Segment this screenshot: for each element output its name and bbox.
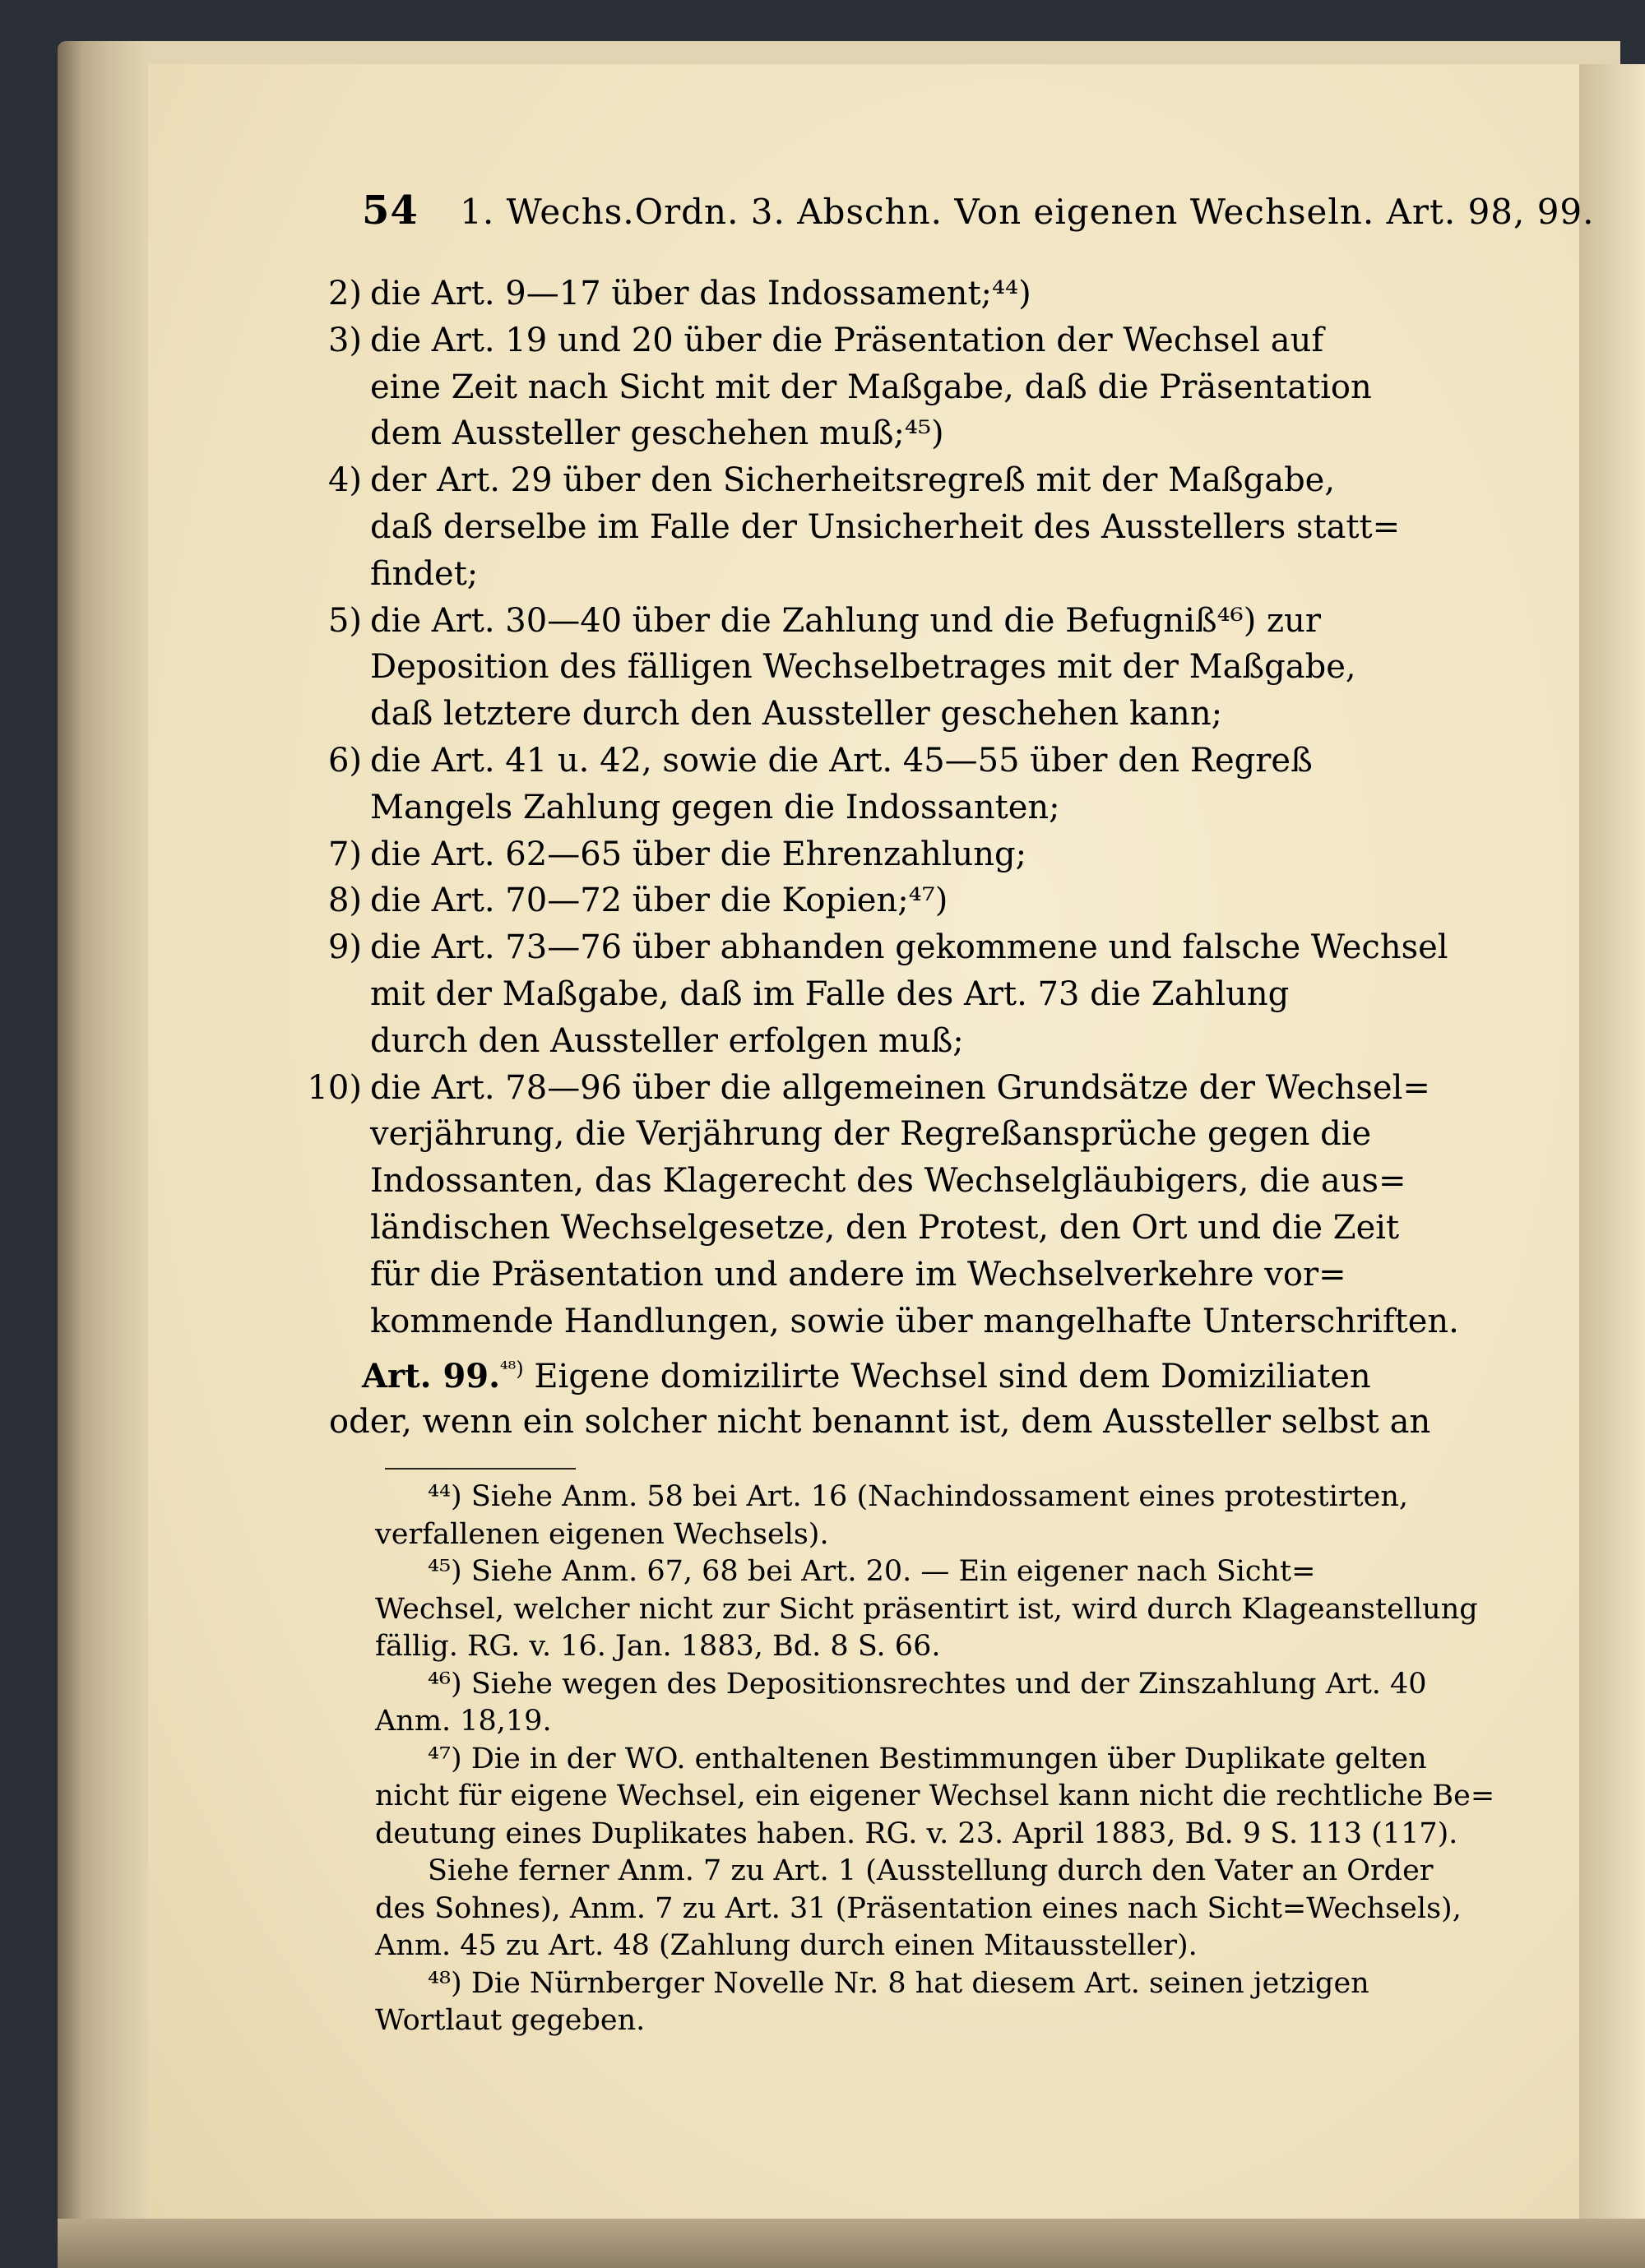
line-text: mit der Maßgabe, daß im Falle des Art. 73 die Zahlung (370, 975, 1290, 1013)
body-line (362, 508, 1431, 546)
body-line (327, 882, 1431, 920)
body-line (307, 1068, 1431, 1107)
line-text: dem Aussteller geschehen muß;⁴⁵) (370, 414, 944, 453)
list-number: 5) (327, 601, 362, 640)
line-text: findet; (370, 554, 479, 593)
body-line (327, 321, 1431, 359)
line-text: durch den Aussteller erfolgen muß; (370, 1021, 964, 1060)
body-line (362, 1256, 1431, 1294)
line-text: Deposition des fälligen Wechselbetrages mit der Maßgabe, (370, 648, 1356, 687)
body-line (327, 461, 1431, 500)
footnote-rule (385, 1468, 576, 1470)
line-text: Indossanten, das Klagerecht des Wechselgläubigers, die aus= (370, 1162, 1406, 1201)
body-line (327, 928, 1448, 967)
body-line (362, 789, 1431, 826)
footnote-line: ⁴⁷) Die in der WO. enthaltenen Bestimmungen über Duplikate gelten (428, 1742, 1427, 1775)
body-line (362, 1162, 1431, 1200)
line-text: Mangels Zahlung gegen die Indossanten; (370, 788, 1060, 826)
footnote-line: Anm. 18,19. (375, 1705, 552, 1738)
list-number: 10) (307, 1068, 362, 1107)
line-text: die Art. 41 u. 42, sowie die Art. 45—55 über den Regreß (370, 742, 1313, 780)
running-header (362, 187, 1595, 234)
book-bottom-edge (58, 2219, 1645, 2268)
body-line (362, 555, 1431, 593)
body-line (327, 601, 1431, 640)
footnote-line: ⁴⁶) Siehe wegen des Depositionsrechtes und der Zinszahlung Art. 40 (428, 1667, 1427, 1701)
body-line (327, 835, 1431, 873)
line-text: die Art. 78—96 über die allgemeinen Grundsätze der Wechsel= (370, 1068, 1430, 1107)
line-text: daß derselbe im Falle der Unsicherheit des Ausstellers statt= (370, 508, 1401, 546)
list-number: 7) (327, 835, 362, 873)
footnote-line: verfallenen eigenen Wechsels). (375, 1517, 829, 1551)
list-number: 8) (327, 882, 362, 920)
body-line (362, 1302, 1459, 1340)
list-number: 9) (327, 928, 362, 967)
line-text: die Art. 9—17 über das Indossament;⁴⁴) (370, 275, 1031, 312)
footnote-line: ⁴⁴) Siehe Anm. 58 bei Art. 16 (Nachindossament eines protestirten, (428, 1480, 1408, 1513)
footnote-line: ⁴⁸) Die Nürnberger Novelle Nr. 8 hat diesem Art. seinen jetzigen (428, 1966, 1369, 2000)
line-text: ländischen Wechselgesetze, den Protest, den Ort und die Zeit (370, 1209, 1400, 1247)
line-text: der Art. 29 über den Sicherheitsregreß mit der Maßgabe, (370, 461, 1336, 500)
list-number: 3) (327, 321, 362, 359)
facing-page-edge (1579, 64, 1645, 2268)
body-line (362, 414, 1431, 452)
footnote-line: deutung eines Duplikates haben. RG. v. 23. April 1883, Bd. 9 S. 113 (117). (375, 1817, 1458, 1850)
body-line (362, 368, 1431, 406)
line-text: die Art. 19 und 20 über die Präsentation der Wechsel auf (370, 321, 1324, 359)
article-label: Art. 99. (362, 1357, 501, 1396)
footnote-line: ⁴⁵) Siehe Anm. 67, 68 bei Art. 20. — Ein eigener nach Sicht= (428, 1555, 1316, 1588)
article-99-line-2: oder, wenn ein solcher nicht benannt ist, dem Aussteller selbst an (329, 1403, 1431, 1441)
body-line (362, 1209, 1431, 1247)
body-line (362, 1115, 1431, 1153)
list-number: 4) (327, 461, 362, 500)
body-line (362, 695, 1431, 733)
body-line (362, 648, 1431, 686)
footnote-line: Siehe ferner Anm. 7 zu Art. 1 (Ausstellung durch den Vater an Order (428, 1854, 1434, 1887)
list-number: 6) (327, 742, 362, 780)
footnote-line: Wortlaut gegeben. (375, 2004, 646, 2037)
line-text: die Art. 73—76 über abhanden gekommene und falsche Wechsel (370, 928, 1448, 967)
line-text: für die Präsentation und andere im Wechselverkehre vor= (370, 1255, 1346, 1294)
line-text: kommende Handlungen, sowie über mangelhafte Unterschriften. (370, 1302, 1459, 1340)
list-number: 2) (327, 275, 362, 312)
line-text: eine Zeit nach Sicht mit der Maßgabe, daß die Präsentation (370, 368, 1372, 406)
line-text: daß letztere durch den Aussteller geschehen kann; (370, 695, 1223, 734)
article-text: Eigene domizilirte Wechsel sind dem Domiziliaten (523, 1358, 1371, 1396)
footnote-line: nicht für eigene Wechsel, ein eigener Wechsel kann nicht die rechtliche Be= (375, 1780, 1495, 1812)
running-title: 1. Wechs.Ordn. 3. Abschn. Von eigenen Wechseln. Art. 98, 99. (460, 192, 1595, 232)
line-text: verjährung, die Verjährung der Regreßansprüche gegen die (370, 1115, 1372, 1154)
body-line (362, 1022, 1431, 1060)
line-text: die Art. 30—40 über die Zahlung und die Befugniß⁴⁶) zur (370, 601, 1321, 640)
body-line (362, 975, 1431, 1013)
footnote-line: Anm. 45 zu Art. 48 (Zahlung durch einen Mitaussteller). (375, 1929, 1198, 1962)
article-99-line (362, 1357, 1431, 1396)
footnote-line: Wechsel, welcher nicht zur Sicht präsentirt ist, wird durch Klageanstellung (375, 1592, 1478, 1626)
line-text: die Art. 70—72 über die Kopien;⁴⁷) (370, 882, 948, 920)
page-number: 54 (362, 187, 419, 234)
body-line (327, 742, 1431, 780)
footnote-line: des Sohnes), Anm. 7 zu Art. 31 (Präsentation eines nach Sicht=Wechsels), (375, 1891, 1462, 1925)
body-line (327, 275, 1431, 312)
footnote-ref: ⁴⁸) (500, 1357, 524, 1381)
footnote-line: fällig. RG. v. 16. Jan. 1883, Bd. 8 S. 66. (375, 1630, 941, 1663)
line-text: die Art. 62—65 über die Ehrenzahlung; (370, 835, 1027, 873)
